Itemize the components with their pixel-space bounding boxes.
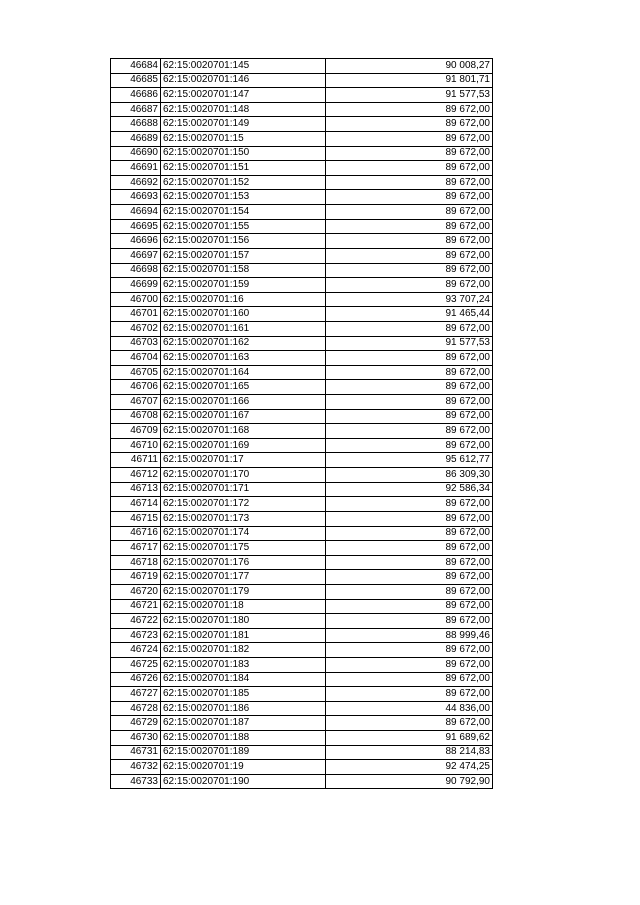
value-cell: 88 999,46 bbox=[326, 628, 493, 643]
row-number-cell: 46721 bbox=[111, 599, 161, 614]
row-number-cell: 46718 bbox=[111, 555, 161, 570]
table-row bbox=[111, 453, 493, 468]
value-cell: 91 465,44 bbox=[326, 307, 493, 322]
value-cell: 89 672,00 bbox=[326, 278, 493, 293]
cadastral-number-cell: 62:15:0020701:182 bbox=[161, 643, 326, 658]
row-number-cell: 46697 bbox=[111, 248, 161, 263]
cadastral-value-table bbox=[110, 58, 493, 789]
row-number-cell: 46687 bbox=[111, 102, 161, 117]
value-cell: 89 672,00 bbox=[326, 599, 493, 614]
value-cell: 89 672,00 bbox=[326, 409, 493, 424]
value-cell: 92 586,34 bbox=[326, 482, 493, 497]
row-number-cell: 46733 bbox=[111, 774, 161, 789]
cadastral-number-cell: 62:15:0020701:168 bbox=[161, 424, 326, 439]
value-cell: 90 008,27 bbox=[326, 59, 493, 74]
row-number-cell: 46731 bbox=[111, 745, 161, 760]
table-row bbox=[111, 555, 493, 570]
cadastral-number-cell: 62:15:0020701:156 bbox=[161, 234, 326, 249]
row-number-cell: 46726 bbox=[111, 672, 161, 687]
row-number-cell: 46724 bbox=[111, 643, 161, 658]
value-cell: 89 672,00 bbox=[326, 614, 493, 629]
table-row bbox=[111, 482, 493, 497]
table-row bbox=[111, 584, 493, 599]
row-number-cell: 46685 bbox=[111, 73, 161, 88]
value-cell: 89 672,00 bbox=[326, 716, 493, 731]
value-cell: 89 672,00 bbox=[326, 190, 493, 205]
cadastral-number-cell: 62:15:0020701:190 bbox=[161, 774, 326, 789]
cadastral-number-cell: 62:15:0020701:148 bbox=[161, 102, 326, 117]
table-row bbox=[111, 161, 493, 176]
cadastral-number-cell: 62:15:0020701:180 bbox=[161, 614, 326, 629]
cadastral-number-cell: 62:15:0020701:16 bbox=[161, 292, 326, 307]
table-row bbox=[111, 278, 493, 293]
table-row bbox=[111, 307, 493, 322]
value-cell: 89 672,00 bbox=[326, 672, 493, 687]
value-cell: 89 672,00 bbox=[326, 555, 493, 570]
table-row bbox=[111, 687, 493, 702]
cadastral-number-cell: 62:15:0020701:160 bbox=[161, 307, 326, 322]
cadastral-number-cell: 62:15:0020701:145 bbox=[161, 59, 326, 74]
value-cell: 91 689,62 bbox=[326, 731, 493, 746]
table-row bbox=[111, 599, 493, 614]
value-cell: 91 577,53 bbox=[326, 88, 493, 103]
value-cell: 89 672,00 bbox=[326, 175, 493, 190]
value-cell: 89 672,00 bbox=[326, 102, 493, 117]
value-cell: 92 474,25 bbox=[326, 760, 493, 775]
row-number-cell: 46716 bbox=[111, 526, 161, 541]
cadastral-number-cell: 62:15:0020701:173 bbox=[161, 511, 326, 526]
cadastral-number-cell: 62:15:0020701:154 bbox=[161, 205, 326, 220]
row-number-cell: 46732 bbox=[111, 760, 161, 775]
value-cell: 90 792,90 bbox=[326, 774, 493, 789]
row-number-cell: 46722 bbox=[111, 614, 161, 629]
table-row bbox=[111, 438, 493, 453]
cadastral-number-cell: 62:15:0020701:172 bbox=[161, 497, 326, 512]
value-cell: 89 672,00 bbox=[326, 132, 493, 147]
table-row bbox=[111, 614, 493, 629]
row-number-cell: 46684 bbox=[111, 59, 161, 74]
value-cell: 89 672,00 bbox=[326, 263, 493, 278]
table-row bbox=[111, 336, 493, 351]
row-number-cell: 46688 bbox=[111, 117, 161, 132]
cadastral-number-cell: 62:15:0020701:151 bbox=[161, 161, 326, 176]
cadastral-number-cell: 62:15:0020701:15 bbox=[161, 132, 326, 147]
row-number-cell: 46714 bbox=[111, 497, 161, 512]
cadastral-number-cell: 62:15:0020701:169 bbox=[161, 438, 326, 453]
row-number-cell: 46720 bbox=[111, 584, 161, 599]
table-row bbox=[111, 511, 493, 526]
table-row bbox=[111, 424, 493, 439]
cadastral-number-cell: 62:15:0020701:171 bbox=[161, 482, 326, 497]
value-cell: 89 672,00 bbox=[326, 643, 493, 658]
value-cell: 89 672,00 bbox=[326, 570, 493, 585]
row-number-cell: 46695 bbox=[111, 219, 161, 234]
table-row bbox=[111, 380, 493, 395]
row-number-cell: 46713 bbox=[111, 482, 161, 497]
table-row bbox=[111, 234, 493, 249]
table-row bbox=[111, 132, 493, 147]
row-number-cell: 46709 bbox=[111, 424, 161, 439]
cadastral-number-cell: 62:15:0020701:174 bbox=[161, 526, 326, 541]
table-row bbox=[111, 628, 493, 643]
row-number-cell: 46693 bbox=[111, 190, 161, 205]
value-cell: 89 672,00 bbox=[326, 657, 493, 672]
row-number-cell: 46686 bbox=[111, 88, 161, 103]
row-number-cell: 46711 bbox=[111, 453, 161, 468]
cadastral-number-cell: 62:15:0020701:166 bbox=[161, 395, 326, 410]
row-number-cell: 46710 bbox=[111, 438, 161, 453]
cadastral-number-cell: 62:15:0020701:167 bbox=[161, 409, 326, 424]
cadastral-number-cell: 62:15:0020701:186 bbox=[161, 701, 326, 716]
row-number-cell: 46719 bbox=[111, 570, 161, 585]
table-row bbox=[111, 716, 493, 731]
value-cell: 89 672,00 bbox=[326, 146, 493, 161]
value-cell: 89 672,00 bbox=[326, 321, 493, 336]
cadastral-number-cell: 62:15:0020701:18 bbox=[161, 599, 326, 614]
table-row bbox=[111, 570, 493, 585]
table-row bbox=[111, 701, 493, 716]
cadastral-number-cell: 62:15:0020701:159 bbox=[161, 278, 326, 293]
value-cell: 89 672,00 bbox=[326, 248, 493, 263]
row-number-cell: 46699 bbox=[111, 278, 161, 293]
cadastral-number-cell: 62:15:0020701:184 bbox=[161, 672, 326, 687]
row-number-cell: 46690 bbox=[111, 146, 161, 161]
cadastral-number-cell: 62:15:0020701:153 bbox=[161, 190, 326, 205]
row-number-cell: 46723 bbox=[111, 628, 161, 643]
cadastral-number-cell: 62:15:0020701:185 bbox=[161, 687, 326, 702]
table-row bbox=[111, 351, 493, 366]
cadastral-number-cell: 62:15:0020701:189 bbox=[161, 745, 326, 760]
cadastral-number-cell: 62:15:0020701:179 bbox=[161, 584, 326, 599]
row-number-cell: 46696 bbox=[111, 234, 161, 249]
value-cell: 89 672,00 bbox=[326, 497, 493, 512]
value-cell: 89 672,00 bbox=[326, 526, 493, 541]
cadastral-number-cell: 62:15:0020701:157 bbox=[161, 248, 326, 263]
cadastral-number-cell: 62:15:0020701:187 bbox=[161, 716, 326, 731]
row-number-cell: 46700 bbox=[111, 292, 161, 307]
table-row bbox=[111, 117, 493, 132]
cadastral-number-cell: 62:15:0020701:170 bbox=[161, 468, 326, 483]
value-cell: 89 672,00 bbox=[326, 380, 493, 395]
value-cell: 93 707,24 bbox=[326, 292, 493, 307]
row-number-cell: 46730 bbox=[111, 731, 161, 746]
table-row bbox=[111, 672, 493, 687]
table-row bbox=[111, 541, 493, 556]
table-row bbox=[111, 365, 493, 380]
value-cell: 88 214,83 bbox=[326, 745, 493, 760]
cadastral-number-cell: 62:15:0020701:146 bbox=[161, 73, 326, 88]
row-number-cell: 46694 bbox=[111, 205, 161, 220]
value-cell: 89 672,00 bbox=[326, 687, 493, 702]
table-row bbox=[111, 321, 493, 336]
value-cell: 89 672,00 bbox=[326, 234, 493, 249]
cadastral-number-cell: 62:15:0020701:161 bbox=[161, 321, 326, 336]
row-number-cell: 46691 bbox=[111, 161, 161, 176]
table-row bbox=[111, 409, 493, 424]
table-row bbox=[111, 59, 493, 74]
cadastral-number-cell: 62:15:0020701:177 bbox=[161, 570, 326, 585]
cadastral-number-cell: 62:15:0020701:165 bbox=[161, 380, 326, 395]
row-number-cell: 46698 bbox=[111, 263, 161, 278]
cadastral-number-cell: 62:15:0020701:147 bbox=[161, 88, 326, 103]
table-row bbox=[111, 468, 493, 483]
row-number-cell: 46703 bbox=[111, 336, 161, 351]
cadastral-number-cell: 62:15:0020701:183 bbox=[161, 657, 326, 672]
table-body bbox=[111, 59, 493, 789]
value-cell: 91 801,71 bbox=[326, 73, 493, 88]
cadastral-number-cell: 62:15:0020701:17 bbox=[161, 453, 326, 468]
row-number-cell: 46717 bbox=[111, 541, 161, 556]
table-row bbox=[111, 526, 493, 541]
row-number-cell: 46729 bbox=[111, 716, 161, 731]
row-number-cell: 46706 bbox=[111, 380, 161, 395]
table-row bbox=[111, 731, 493, 746]
table-row bbox=[111, 205, 493, 220]
value-cell: 89 672,00 bbox=[326, 219, 493, 234]
value-cell: 89 672,00 bbox=[326, 511, 493, 526]
row-number-cell: 46712 bbox=[111, 468, 161, 483]
row-number-cell: 46707 bbox=[111, 395, 161, 410]
value-cell: 91 577,53 bbox=[326, 336, 493, 351]
row-number-cell: 46705 bbox=[111, 365, 161, 380]
cadastral-number-cell: 62:15:0020701:158 bbox=[161, 263, 326, 278]
table-row bbox=[111, 643, 493, 658]
table-row bbox=[111, 657, 493, 672]
table-row bbox=[111, 292, 493, 307]
table-row bbox=[111, 190, 493, 205]
cadastral-number-cell: 62:15:0020701:150 bbox=[161, 146, 326, 161]
value-cell: 86 309,30 bbox=[326, 468, 493, 483]
row-number-cell: 46708 bbox=[111, 409, 161, 424]
value-cell: 89 672,00 bbox=[326, 424, 493, 439]
value-cell: 89 672,00 bbox=[326, 395, 493, 410]
cadastral-number-cell: 62:15:0020701:162 bbox=[161, 336, 326, 351]
row-number-cell: 46715 bbox=[111, 511, 161, 526]
table-row bbox=[111, 497, 493, 512]
row-number-cell: 46689 bbox=[111, 132, 161, 147]
table-row bbox=[111, 146, 493, 161]
row-number-cell: 46727 bbox=[111, 687, 161, 702]
row-number-cell: 46702 bbox=[111, 321, 161, 336]
row-number-cell: 46704 bbox=[111, 351, 161, 366]
cadastral-number-cell: 62:15:0020701:149 bbox=[161, 117, 326, 132]
table-row bbox=[111, 175, 493, 190]
row-number-cell: 46728 bbox=[111, 701, 161, 716]
table-row bbox=[111, 248, 493, 263]
cadastral-number-cell: 62:15:0020701:175 bbox=[161, 541, 326, 556]
table-row bbox=[111, 395, 493, 410]
value-cell: 44 836,00 bbox=[326, 701, 493, 716]
value-cell: 89 672,00 bbox=[326, 541, 493, 556]
value-cell: 95 612,77 bbox=[326, 453, 493, 468]
cadastral-number-cell: 62:15:0020701:188 bbox=[161, 731, 326, 746]
table-row bbox=[111, 102, 493, 117]
table-row bbox=[111, 745, 493, 760]
row-number-cell: 46725 bbox=[111, 657, 161, 672]
value-cell: 89 672,00 bbox=[326, 438, 493, 453]
cadastral-number-cell: 62:15:0020701:176 bbox=[161, 555, 326, 570]
row-number-cell: 46701 bbox=[111, 307, 161, 322]
table-row bbox=[111, 760, 493, 775]
value-cell: 89 672,00 bbox=[326, 161, 493, 176]
value-cell: 89 672,00 bbox=[326, 205, 493, 220]
table-row bbox=[111, 219, 493, 234]
table-row bbox=[111, 88, 493, 103]
cadastral-number-cell: 62:15:0020701:19 bbox=[161, 760, 326, 775]
value-cell: 89 672,00 bbox=[326, 365, 493, 380]
value-cell: 89 672,00 bbox=[326, 351, 493, 366]
cadastral-number-cell: 62:15:0020701:181 bbox=[161, 628, 326, 643]
table-row bbox=[111, 774, 493, 789]
cadastral-number-cell: 62:15:0020701:163 bbox=[161, 351, 326, 366]
cadastral-number-cell: 62:15:0020701:155 bbox=[161, 219, 326, 234]
row-number-cell: 46692 bbox=[111, 175, 161, 190]
table-row bbox=[111, 263, 493, 278]
value-cell: 89 672,00 bbox=[326, 584, 493, 599]
table-row bbox=[111, 73, 493, 88]
cadastral-number-cell: 62:15:0020701:164 bbox=[161, 365, 326, 380]
value-cell: 89 672,00 bbox=[326, 117, 493, 132]
cadastral-number-cell: 62:15:0020701:152 bbox=[161, 175, 326, 190]
